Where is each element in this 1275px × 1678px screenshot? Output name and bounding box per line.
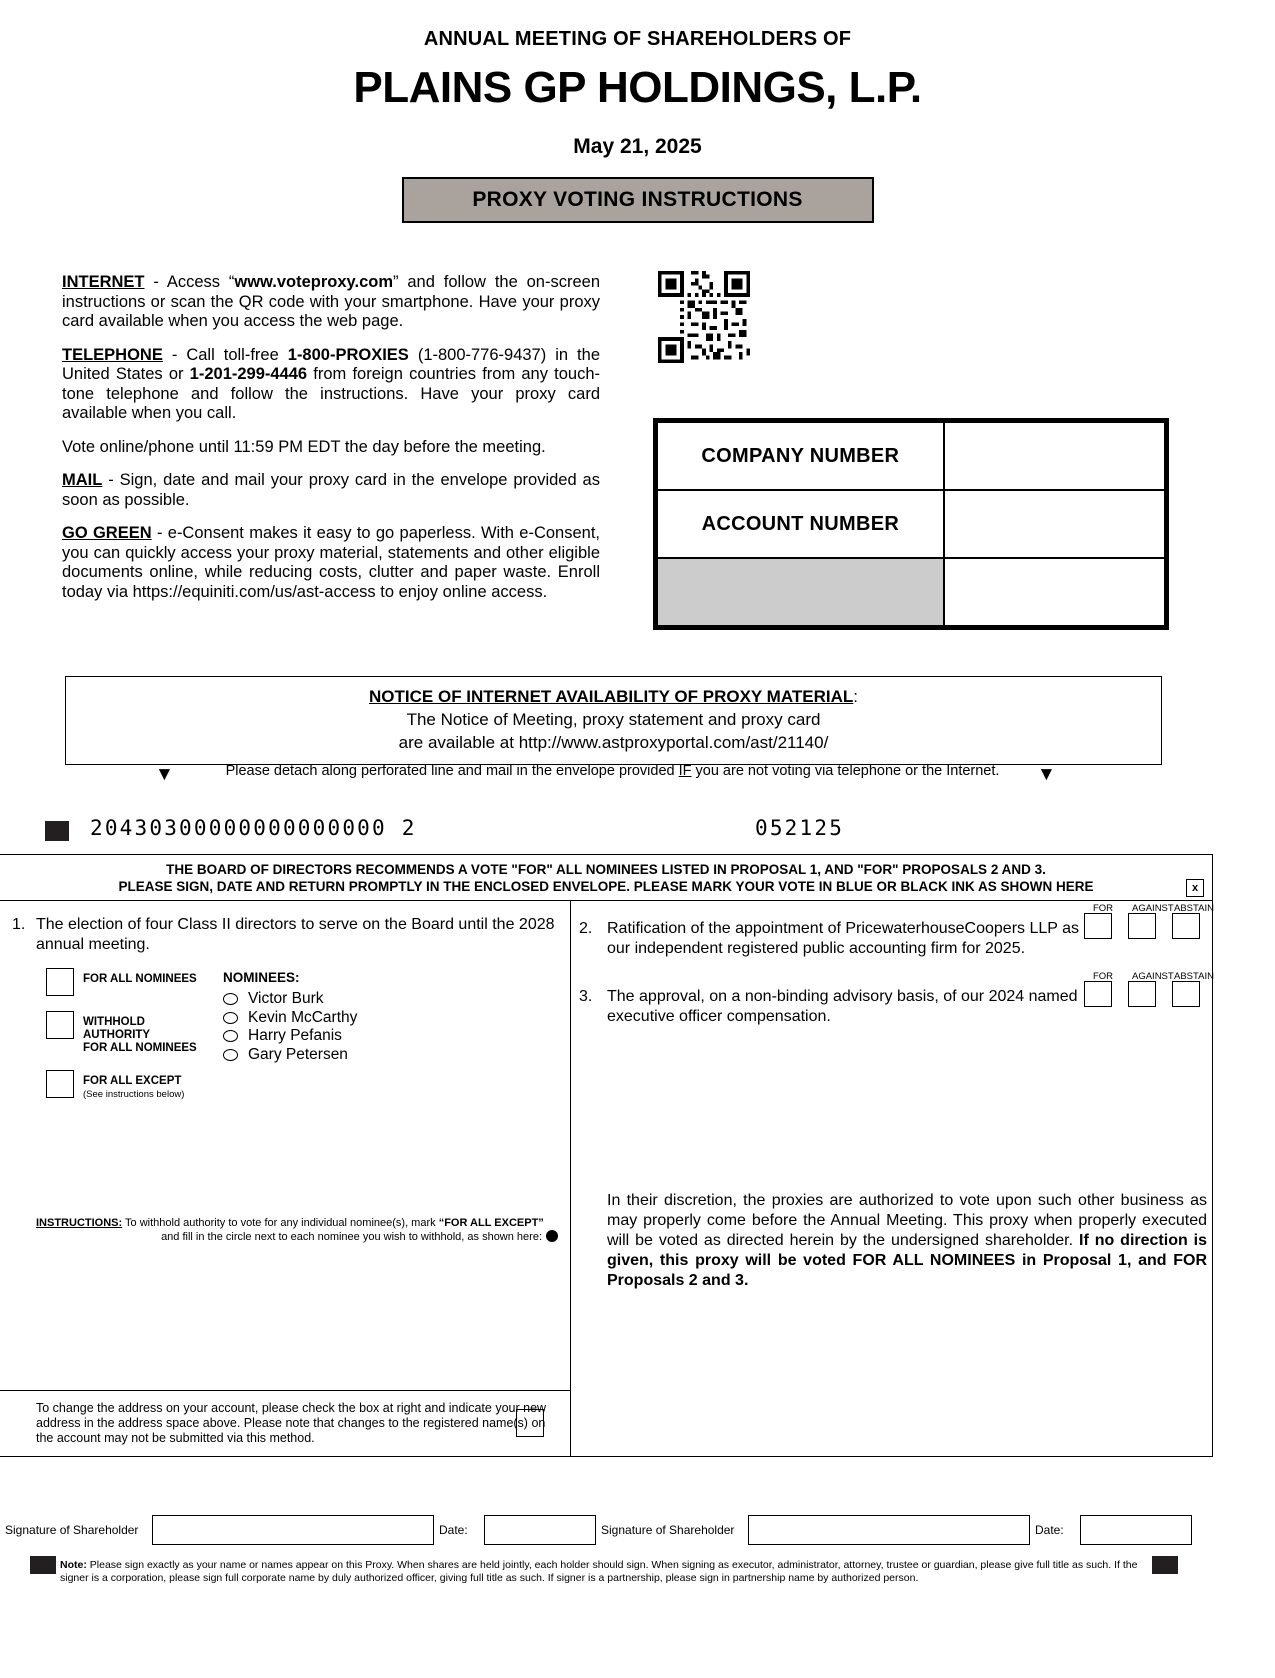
proxy-voting-instructions-banner-wrap — [0, 177, 1275, 223]
checkbox-proposal-2-for[interactable] — [1084, 913, 1112, 939]
date-label-2: Date: — [1035, 1523, 1064, 1537]
instructions-label: INSTRUCTIONS: — [36, 1217, 123, 1229]
proxy-voting-instructions-banner: PROXY VOTING INSTRUCTIONS — [402, 177, 874, 223]
proposal-1-number: 1. — [12, 916, 26, 933]
checkbox-withhold-authority[interactable] — [46, 1011, 74, 1039]
recommendation-line1: THE BOARD OF DIRECTORS RECOMMENDS A VOTE "FOR" ALL NOMINEES LISTED IN PROPOSAL 1, AND "FOR" PROPOSALS 2 AND 3. — [166, 862, 1046, 877]
footer-note-label: Note: — [60, 1559, 87, 1571]
signature-field-1[interactable] — [152, 1515, 434, 1545]
checkbox-proposal-3-against[interactable] — [1128, 981, 1156, 1007]
proposal-2-vote-boxes — [1084, 913, 1200, 939]
notice-title: NOTICE OF INTERNET AVAILABILITY OF PROXY MATERIAL — [369, 687, 854, 706]
nominee-circle-icon[interactable] — [223, 1049, 238, 1061]
table-row-company-number — [657, 422, 1165, 490]
label-for-all-except — [83, 1070, 184, 1101]
option-withhold-authority[interactable] — [46, 1011, 211, 1055]
detach-instruction — [65, 763, 1160, 785]
footer-note — [0, 1553, 1212, 1591]
meeting-date: May 21, 2025 — [573, 135, 702, 159]
proposal-1-choices — [36, 968, 558, 1116]
signature-label-2: Signature of Shareholder — [601, 1523, 735, 1537]
address-change-text: To change the address on your account, please check the box at right and indicate your new address in the address space above. Please note that changes to the registered name(s) on the account may not be submitted via this method. — [36, 1401, 547, 1445]
checkbox-proposal-3-for[interactable] — [1084, 981, 1112, 1007]
nominees-header: NOMINEES: — [223, 970, 300, 985]
notice-line3[interactable]: are available at http://www.astproxyportal.com/ast/21140/ — [398, 733, 829, 752]
nominee-list — [211, 968, 357, 1116]
proposal-3 — [571, 959, 1212, 1027]
proposal-1 — [0, 901, 570, 1116]
nominee-circle-icon[interactable] — [223, 1030, 238, 1042]
list-item[interactable] — [223, 1046, 357, 1065]
table-row-account-number — [657, 490, 1165, 558]
proposal-3-col-for: FOR — [1092, 971, 1114, 982]
footer-note-text: Please sign exactly as your name or names appear on this Proxy. When shares are held jointly, each holder should sign. When signing as executor, administrator, attorney, trustee or guardian, please give full title as such. If the signer is a corporation, please sign full corporate name by duly authorized officer, giving full title as such. If signer is a partnership, please sign in partnership name by authorized person. — [60, 1559, 1138, 1584]
ballot-section — [0, 854, 1213, 1457]
ballot-columns — [0, 901, 1212, 1456]
checkbox-for-all-nominees[interactable] — [46, 968, 74, 996]
nominee-name: Kevin McCarthy — [248, 1008, 358, 1026]
mail-label: MAIL — [62, 471, 103, 489]
instructions-text1: To withhold authority to vote for any individual nominee(s), mark — [122, 1217, 439, 1229]
telephone-mid: (1-800-776-9437) in the United States or — [62, 345, 600, 383]
voting-instructions-block — [62, 273, 600, 602]
nominee-name: Harry Pefanis — [248, 1027, 342, 1045]
down-arrow-icon-right: ▼ — [1037, 764, 1056, 785]
nominee-name: Victor Burk — [248, 990, 324, 1008]
telephone-post: from foreign countries from any touch-tone telephone and follow the instructions. Have your proxy card available when you call. — [62, 365, 600, 422]
proposal-2-col-abstain: ABSTAIN — [1174, 903, 1214, 914]
company-number-value[interactable] — [944, 422, 1165, 490]
checkbox-address-change[interactable] — [516, 1409, 544, 1437]
label-withhold-line1: WITHHOLD AUTHORITY — [83, 1016, 151, 1041]
instruction-internet — [62, 273, 600, 332]
label-withhold-authority — [83, 1011, 211, 1055]
proxy-card-page — [0, 28, 1275, 1678]
ballot-left-column — [0, 901, 571, 1456]
label-for-all-nominees: FOR ALL NOMINEES — [83, 973, 197, 985]
signature-label-1: Signature of Shareholder — [5, 1523, 139, 1537]
proposal-1-instructions — [36, 1216, 558, 1244]
table-row-shaded — [657, 558, 1165, 626]
label-withhold-line2: FOR ALL NOMINEES — [83, 1042, 197, 1054]
proposal-3-number: 3. — [579, 988, 593, 1005]
signature-field-2[interactable] — [748, 1515, 1030, 1545]
discretion-part2: If no direction is given, this proxy will be voted FOR ALL NOMINEES in Proposal 1, and FOR Proposals 2 and 3. — [607, 1232, 1208, 1289]
checkbox-proposal-2-against[interactable] — [1128, 913, 1156, 939]
proposal-2-col-for: FOR — [1092, 903, 1114, 914]
ocr-control-row — [0, 816, 1275, 850]
proposal-2-text: Ratification of the appointment of PricewaterhouseCoopers LLP as our independent registered public accounting firm for 2025. — [607, 920, 1079, 957]
checkbox-proposal-3-abstain[interactable] — [1172, 981, 1200, 1007]
voting-deadline: Vote online/phone until 11:59 PM EDT the day before the meeting. — [62, 437, 546, 456]
instructions-bold: “FOR ALL EXCEPT” — [438, 1217, 544, 1229]
internet-post: ” and follow the on-screen instructions or scan the QR code with your smartphone. Have your proxy card available when you access the web page. — [62, 273, 600, 330]
instruction-telephone — [62, 346, 600, 424]
shaded-cell-label — [657, 558, 944, 626]
meeting-subtitle: ANNUAL MEETING OF SHAREHOLDERS OF — [423, 28, 852, 50]
instructions-line1 — [36, 1216, 558, 1230]
discretion-part1: In their discretion, the proxies are authorized to vote upon such other business as may properly come before the Annual Meeting. This proxy when properly executed will be voted as directed herein by the undersigned shareholder. — [607, 1192, 1207, 1249]
nominee-circle-icon[interactable] — [223, 1012, 238, 1024]
instruction-mail — [62, 471, 600, 510]
proposal-1-text: The election of four Class II directors to serve on the Board until the 2028 annual meeting. — [36, 916, 555, 953]
proposal-3-col-against: AGAINST — [1132, 971, 1174, 982]
timing-mark-icon — [45, 821, 69, 841]
qr-code-icon[interactable] — [658, 271, 750, 363]
list-item[interactable] — [223, 1009, 357, 1028]
nominee-name: Gary Petersen — [248, 1045, 348, 1063]
checkbox-for-all-except[interactable] — [46, 1070, 74, 1098]
date-field-1[interactable] — [484, 1515, 596, 1545]
mark-example-box: x — [1186, 879, 1204, 897]
mail-text: - Sign, date and mail your proxy card in the envelope provided as soon as possible. — [62, 471, 600, 509]
gogreen-label: GO GREEN — [62, 524, 152, 542]
company-number-label: COMPANY NUMBER — [657, 422, 944, 490]
down-arrow-icon-left: ▼ — [155, 764, 174, 785]
option-for-all-except[interactable] — [46, 1070, 211, 1101]
internet-site[interactable]: www.voteproxy.com — [234, 273, 393, 291]
telephone-pre: - Call toll-free — [162, 345, 288, 364]
address-change-block — [0, 1390, 570, 1456]
detach-text-emph: IF — [678, 763, 692, 779]
checkbox-proposal-2-abstain[interactable] — [1172, 913, 1200, 939]
account-number-table — [653, 418, 1169, 630]
shaded-cell-value[interactable] — [944, 558, 1165, 626]
signature-row — [0, 1515, 1212, 1545]
proposal-3-col-abstain: ABSTAIN — [1174, 971, 1214, 982]
company-name: PLAINS GP HOLDINGS, L.P. — [353, 63, 922, 112]
internet-availability-notice — [65, 676, 1162, 765]
proposal-1-option-list — [46, 968, 211, 1116]
proposal-2-number: 2. — [579, 920, 593, 937]
telephone-label: TELEPHONE — [62, 345, 163, 364]
internet-label: INTERNET — [62, 273, 145, 291]
filled-circle-example-icon — [546, 1230, 558, 1242]
proposal-2 — [571, 901, 1212, 959]
instructions-line2 — [36, 1230, 558, 1244]
proposal-3-vote-boxes — [1084, 981, 1200, 1007]
notice-line2: The Notice of Meeting, proxy statement and proxy card — [406, 710, 821, 729]
board-recommendation-bar — [0, 855, 1212, 901]
list-item[interactable] — [223, 1027, 357, 1046]
detach-text-post: you are not voting via telephone or the Internet. — [691, 763, 1000, 779]
recommendation-line2: PLEASE SIGN, DATE AND RETURN PROMPTLY IN THE ENCLOSED ENVELOPE. PLEASE MARK YOUR VOTE IN BLUE OR BLACK INK AS SHOWN HERE — [118, 879, 1094, 894]
foreign-number: 1-201-299-4446 — [189, 365, 308, 383]
date-code: 052125 — [755, 816, 845, 840]
label-except-main: FOR ALL EXCEPT — [83, 1075, 182, 1087]
date-field-2[interactable] — [1080, 1515, 1192, 1545]
detach-text-pre: Please detach along perforated line and mail in the envelope provided — [225, 763, 679, 779]
date-label-1: Date: — [439, 1523, 468, 1537]
account-number-label: ACCOUNT NUMBER — [657, 490, 944, 558]
nominee-circle-icon[interactable] — [223, 993, 238, 1005]
account-number-value[interactable] — [944, 490, 1165, 558]
option-for-all-nominees[interactable] — [46, 968, 211, 996]
control-number: 20430300000000000000 2 — [90, 816, 417, 840]
proposal-3-text: The approval, on a non-binding advisory basis, of our 2024 named executive officer compensation. — [607, 988, 1078, 1025]
internet-pre: - Access “ — [144, 273, 235, 291]
tollfree-number: 1-800-PROXIES — [287, 345, 409, 364]
gogreen-text: - e-Consent makes it easy to go paperless. With e-Consent, you can quickly access your proxy material, statements and other eligible documents online, while reducing costs, clutter and paper waste. Enroll today via https://equiniti.com/us/ast-access to enjoy online access. — [62, 524, 600, 601]
instruction-gogreen — [62, 524, 600, 602]
notice-title-colon: : — [853, 687, 858, 706]
list-item[interactable] — [223, 990, 357, 1009]
notice-title-row — [66, 685, 1161, 708]
ballot-right-column — [571, 901, 1212, 1456]
discretion-paragraph — [607, 1191, 1207, 1291]
proposal-2-col-against: AGAINST — [1132, 903, 1174, 914]
label-except-sub: (See instructions below) — [83, 1089, 185, 1100]
instructions-text2: and fill in the circle next to each nominee you wish to withhold, as shown here: — [161, 1231, 542, 1243]
